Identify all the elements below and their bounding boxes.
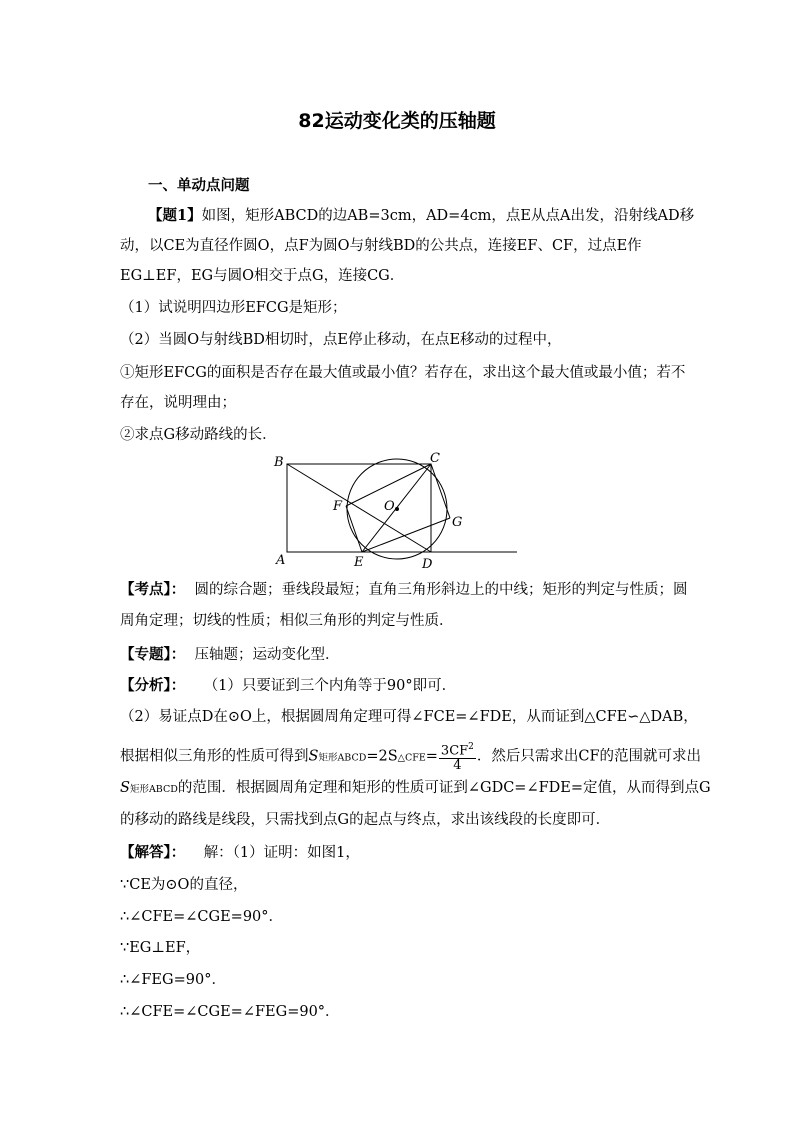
- zhuanti-tag: 【专题】：: [120, 646, 186, 663]
- solution-step-2: ∴∠CFE=∠CGE=90°．: [120, 909, 284, 925]
- label-b: B: [274, 455, 284, 470]
- label-o: O: [384, 499, 395, 514]
- kaodian-line-1: 【考点】： 圆的综合题；垂线段最短；直角三角形斜边上的中线；矩形的判定与性质；圆: [120, 581, 688, 598]
- segment-ef: [346, 506, 362, 552]
- solution-step-1: ∵CE为⊙O的直径，: [120, 877, 248, 893]
- fenxi-line-5: 的移动的路线是线段，只需找到点G的起点与终点，求出该线段的长度即可．: [120, 812, 611, 828]
- solution-step-5: ∴∠CFE=∠CGE=∠FEG=90°．: [120, 1004, 340, 1020]
- label-g: G: [452, 515, 463, 530]
- solution-step-4: ∴∠FEG=90°．: [120, 972, 226, 988]
- problem-tag: 【题1】: [148, 207, 202, 224]
- kaodian-line-2: 周角定理；切线的性质；相似三角形的判定与性质．: [120, 613, 454, 629]
- fenxi-line-3: 根据相似三角形的性质可得到S矩形ABCD=2S△CFE= $\frac{3CF^2}{4}$ ．然后只需求出CF的范围就可求出: [120, 742, 702, 774]
- center-point-o: [395, 507, 399, 511]
- section-heading: 一、单动点问题: [148, 177, 250, 194]
- jieda-tag: 【解答】：: [120, 844, 186, 861]
- fenxi-tag: 【分析】：: [120, 677, 186, 694]
- jieda-line: 【解答】： 解：（1）证明：如图1，: [120, 844, 360, 861]
- problem-line-3: EG⊥EF，EG与圆O相交于点G，连接CG．: [120, 268, 405, 284]
- area-fraction: $\frac{3CF^2}{4}$: [440, 742, 474, 774]
- label-a: A: [276, 553, 286, 568]
- question-1: （1）试说明四边形EFCG是矩形；: [120, 300, 347, 316]
- label-e: E: [354, 555, 364, 570]
- problem-line-2: 动，以CE为直径作圆O，点F为圆O与射线BD的公共点，连接EF、CF，过点E作: [120, 238, 642, 254]
- geometry-figure: [270, 450, 530, 572]
- zhuanti-line: 【专题】： 压轴题；运动变化型．: [120, 646, 340, 663]
- question-2b: ②求点G移动路线的长．: [120, 427, 277, 443]
- question-2: （2）当圆O与射线BD相切时，点E停止移动，在点E移动的过程中，: [120, 332, 562, 348]
- page-title: 82运动变化类的压轴题: [298, 110, 496, 132]
- fenxi-line-2: （2）易证点D在⊙O上，根据圆周角定理可得∠FCE=∠FDE，从而证到△CFE∽△DAB，: [120, 709, 698, 725]
- question-2a-line-1: ①矩形EFCG的面积是否存在最大值或最小值？若存在，求出这个最大值或最小值；若不: [120, 365, 686, 381]
- question-2a-line-2: 存在，说明理由；: [120, 395, 236, 411]
- problem-line-1: 【题1】如图，矩形ABCD的边AB=3cm，AD=4cm，点E从点A出发，沿射线AD移: [148, 207, 695, 224]
- fenxi-line-4: S矩形ABCD的范围．根据圆周角定理和矩形的性质可证到∠GDC=∠FDE=定值，从而得到点G: [120, 780, 711, 796]
- label-d: D: [422, 557, 433, 572]
- fenxi-line-1: 【分析】： （1）只要证到三个内角等于90°即可．: [120, 677, 457, 694]
- solution-step-3: ∵EG⊥EF，: [120, 940, 201, 956]
- label-c: C: [430, 451, 440, 466]
- kaodian-tag: 【考点】：: [120, 581, 186, 598]
- label-f: F: [333, 499, 343, 514]
- segment-cg: [431, 464, 450, 518]
